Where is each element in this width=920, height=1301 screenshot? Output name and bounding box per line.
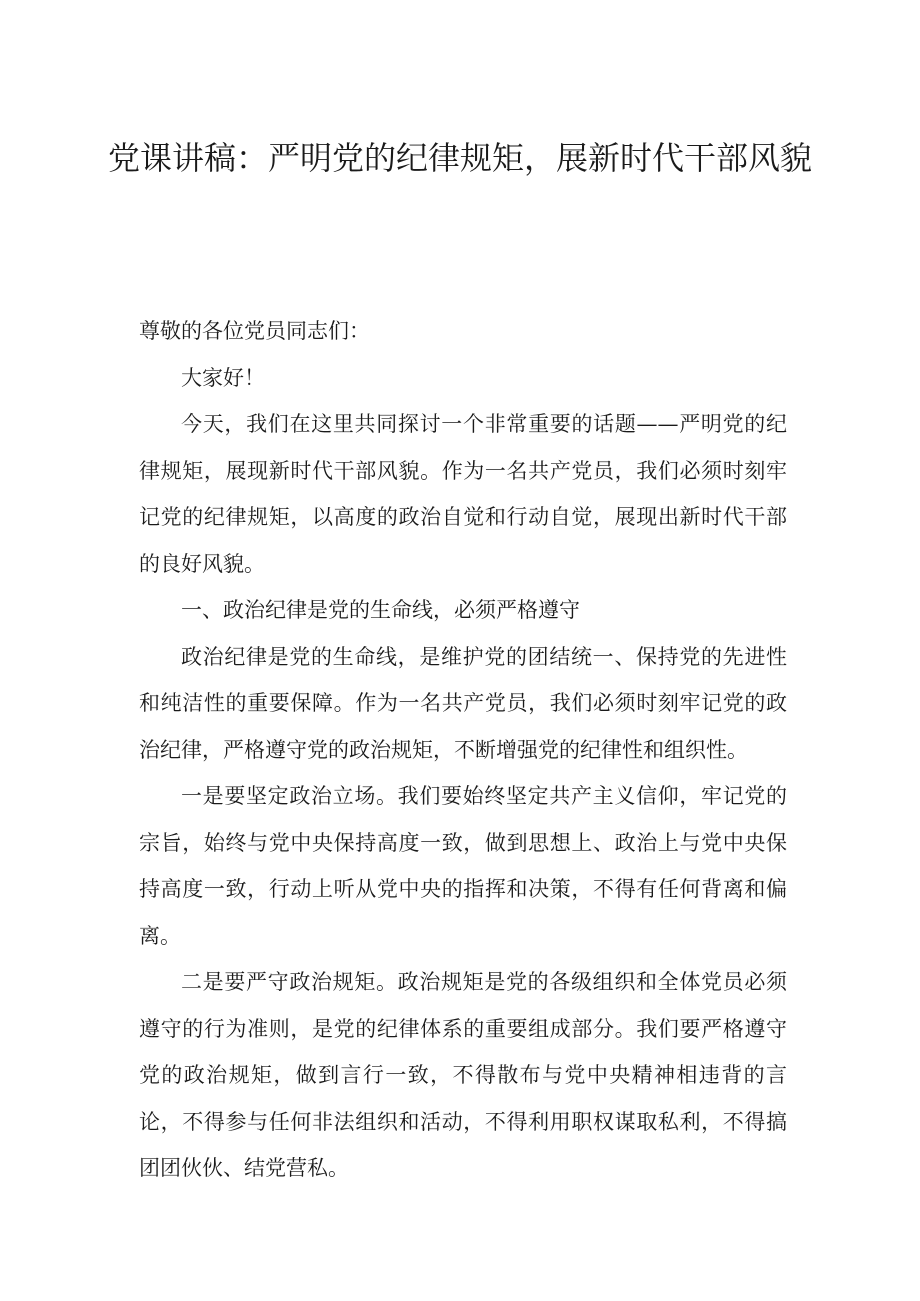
- salutation: 尊敬的各位党员同志们：: [139, 319, 370, 343]
- paragraph-political-discipline: 政治纪律是党的生命线，是维护党的团结统一、保持党的先进性和纯洁性的重要保障。作为一名共产党员，我们必须时刻牢记党的政治纪律，严格遵守党的政治规矩，不断增强党的纪律性和组织性。: [139, 644, 787, 762]
- paragraph-political-stance: 一是要坚定政治立场。我们要始终坚定共产主义信仰，牢记党的宗旨，始终与党中央保持高度一致，做到思想上、政治上与党中央保持高度一致，行动上听从党中央的指挥和决策，不得有任何背离和偏离。: [139, 784, 787, 948]
- section-heading-1: 一、政治纪律是党的生命线，必须严格遵守: [181, 598, 580, 622]
- document-body: [139, 308, 787, 1192]
- paragraph-intro: 今天，我们在这里共同探讨一个非常重要的话题——严明党的纪律规矩，展现新时代干部风貌。作为一名共产党员，我们必须时刻牢记党的纪律规矩，以高度的政治自觉和行动自觉，展现出新时代干部的良好风貌。: [139, 412, 787, 576]
- greeting: 大家好！: [181, 365, 265, 390]
- paragraph-political-rules: 二是要严守政治规矩。政治规矩是党的各级组织和全体党员必须遵守的行为准则，是党的纪律体系的重要组成部分。我们要严格遵守党的政治规矩，做到言行一致，不得散布与党中央精神相违背的言论，不得参与任何非法组织和活动，不得利用职权谋取私利，不得搞团团伙伙、结党营私。: [139, 970, 787, 1180]
- document-title: 党课讲稿：严明党的纪律规矩，展新时代干部风貌: [107, 139, 812, 177]
